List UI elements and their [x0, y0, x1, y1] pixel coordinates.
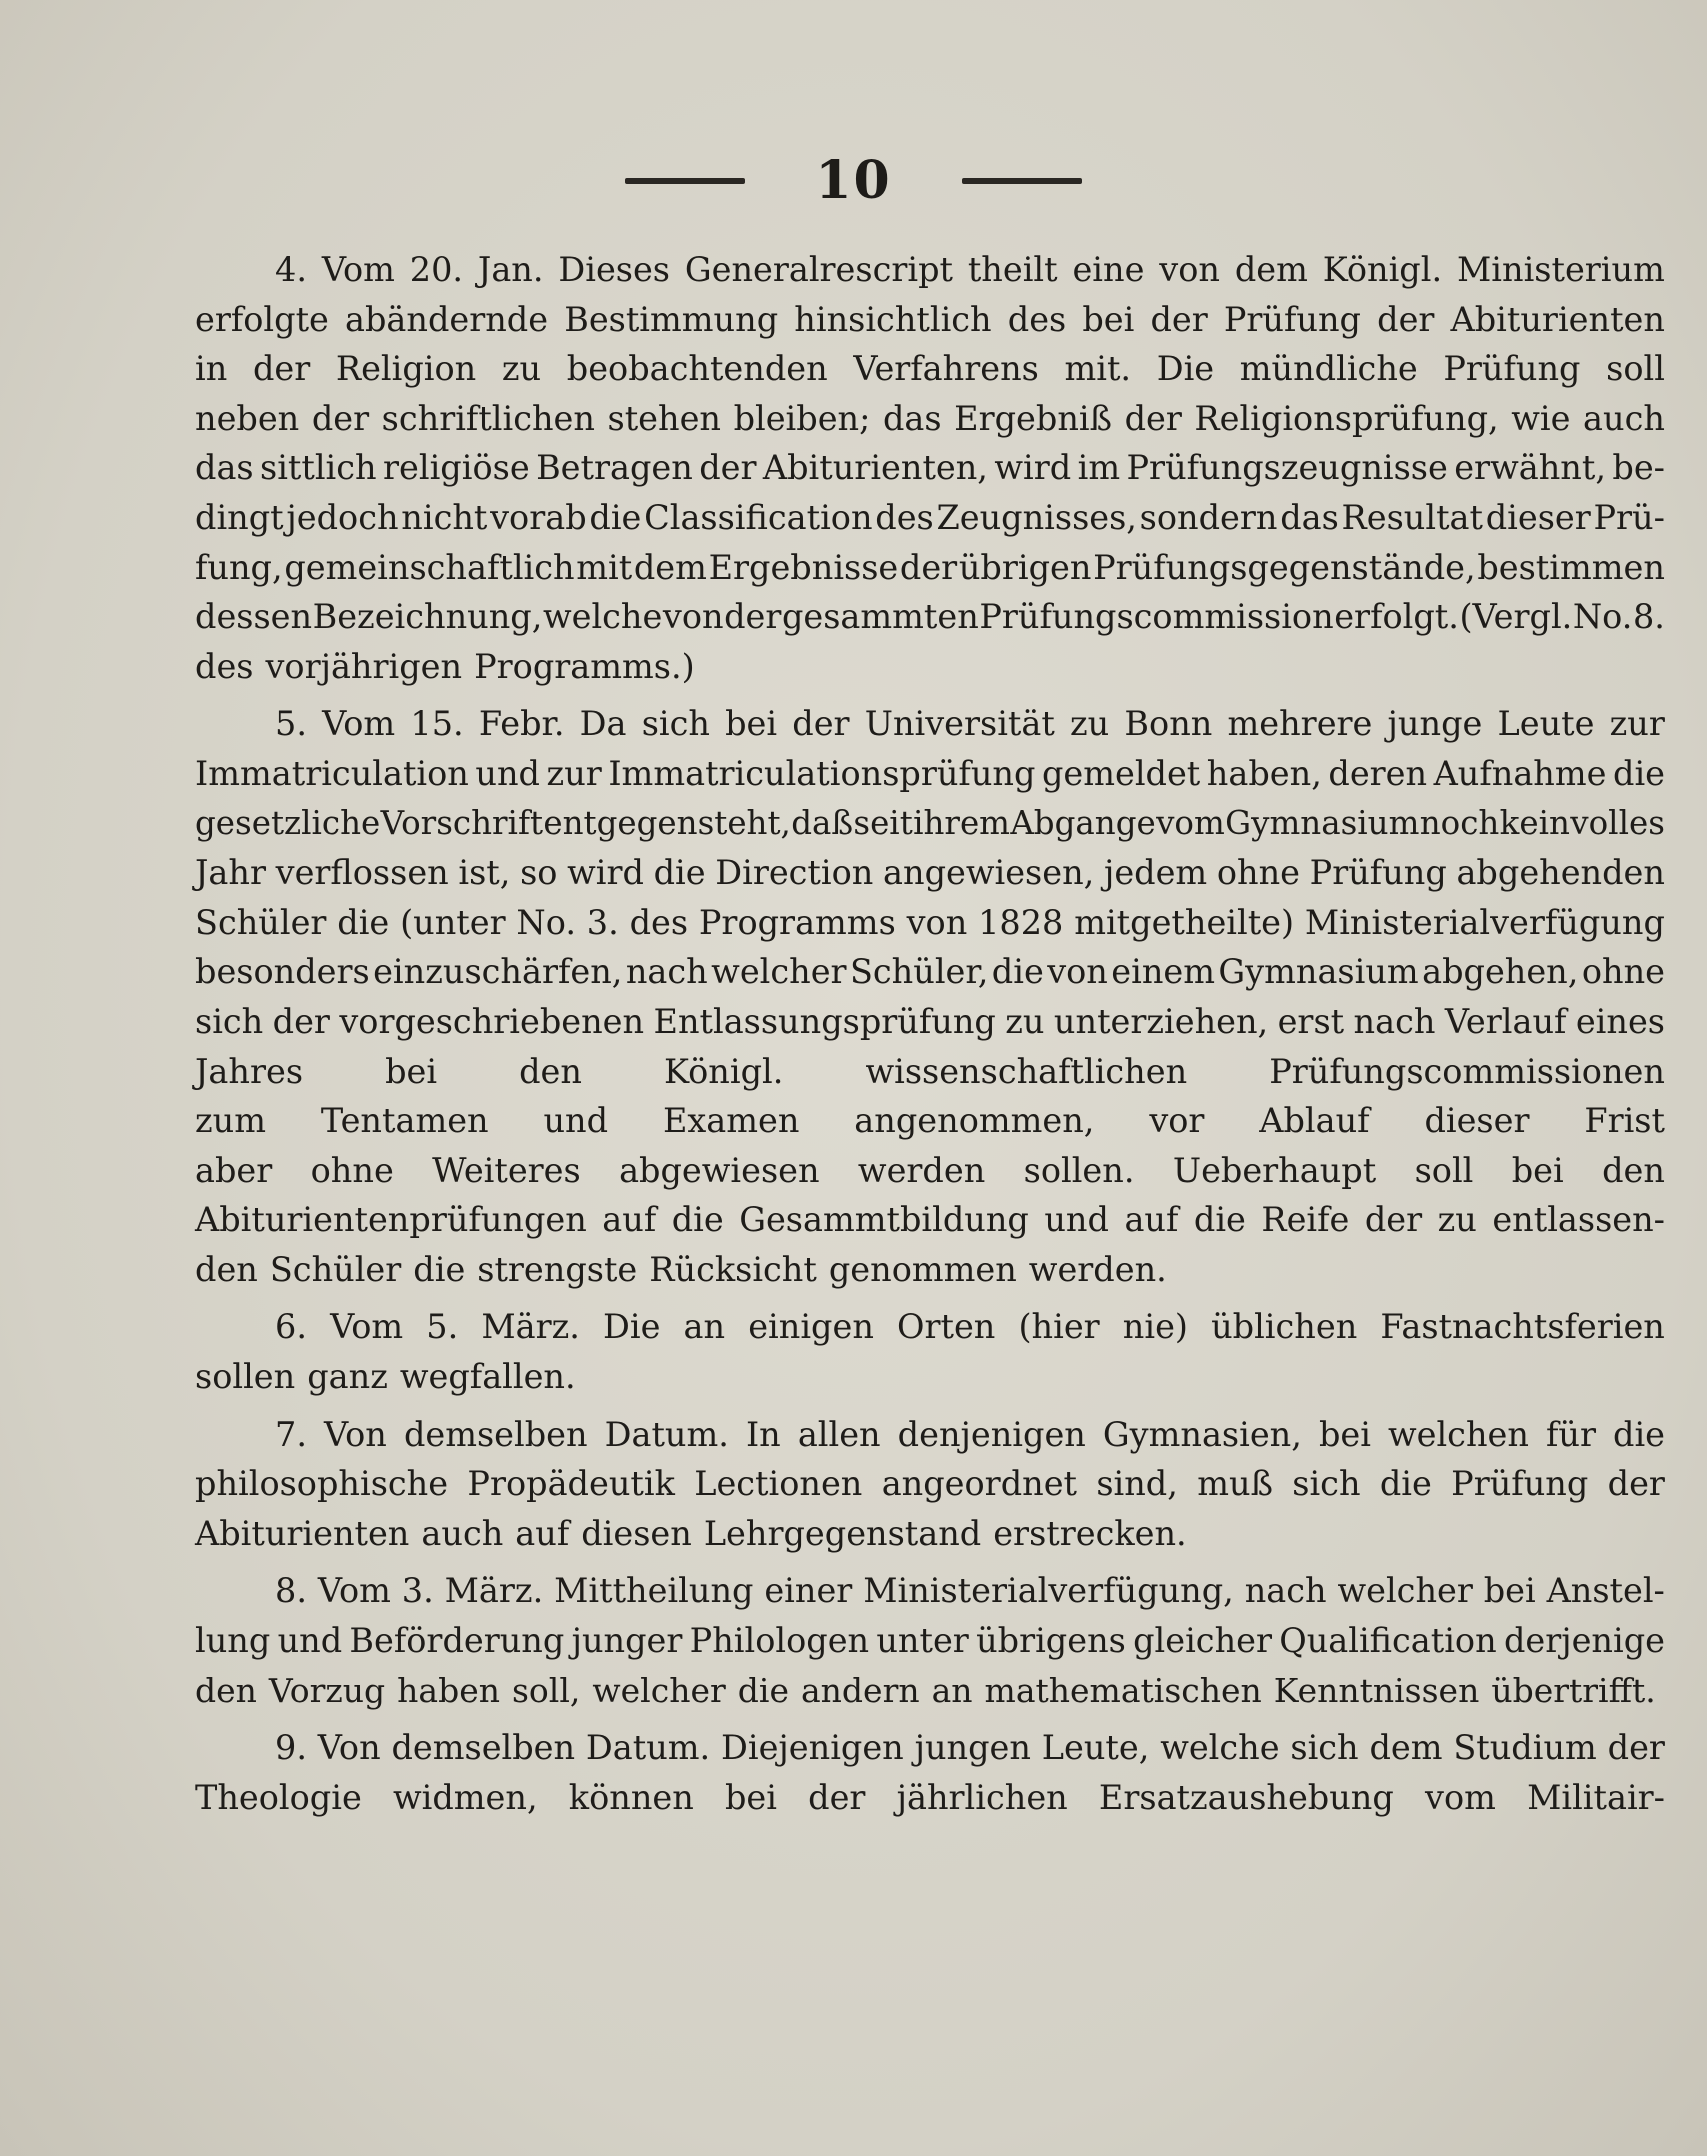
paragraph [195, 1410, 1665, 1559]
text-line: sollen ganz wegfallen. [195, 1357, 576, 1397]
text-line: Abiturientenprüfungen auf die Gesammtbildung und auf die Reife der zu entlassen- [195, 1200, 1665, 1240]
text-line: den Vorzug haben soll, welcher die andern an mathematischen Kenntnissen übertrifft. [195, 1670, 1656, 1710]
paragraph [195, 1566, 1665, 1715]
page-number: 10 [815, 150, 892, 211]
text-line: Jahres bei den Königl. wissenschaftlichen Prüfungscommissionen [195, 1051, 1665, 1091]
text-line: 8. Vom 3. März. Mittheilung einer Ministerialverfügung, nach welcher bei Anstel- [275, 1571, 1665, 1611]
text-line: neben der schriftlichen stehen bleiben; das Ergebniß der Religionsprüfung, wie auch [195, 398, 1665, 438]
text-line: in der Religion zu beobachtenden Verfahrens mit. Die mündliche Prüfung soll [195, 349, 1665, 389]
text-line: 9. Von demselben Datum. Diejenigen jungen Leute, welche sich dem Studium der [275, 1728, 1665, 1768]
text-line: zum Tentamen und Examen angenommen, vor Ablauf dieser Frist [195, 1101, 1665, 1141]
text-line: fung, gemeinschaftlich mit dem Ergebnisse der übrigen Prüfungsgegenstände, bestimmen [195, 547, 1665, 587]
text-line: Theologie widmen, können bei der jährlichen Ersatzaushebung vom Militair- [195, 1777, 1665, 1817]
text-line: 5. Vom 15. Febr. Da sich bei der Universität zu Bonn mehrere junge Leute zur [275, 704, 1665, 744]
text-line: des vorjährigen Programms.) [195, 646, 695, 686]
text-line: dessen Bezeichnung, welche von der gesammten Prüfungscommission erfolgt. (Vergl. No. 8. [195, 597, 1665, 637]
text-line: Abiturienten auch auf diesen Lehrgegenstand erstrecken. [195, 1513, 1187, 1553]
text-line: das sittlich religiöse Betragen der Abiturienten, wird im Prüfungszeugnisse erwähnt, be- [195, 448, 1665, 488]
body-text [195, 245, 1665, 1830]
text-line: philosophische Propädeutik Lectionen angeordnet sind, muß sich die Prüfung der [195, 1464, 1665, 1504]
text-line: 6. Vom 5. März. Die an einigen Orten (hier nie) üblichen Fastnachtsferien [275, 1307, 1665, 1347]
paragraph [195, 1302, 1665, 1401]
text-line: aber ohne Weiteres abgewiesen werden sollen. Ueberhaupt soll bei den [195, 1150, 1665, 1190]
text-line: Schüler die (unter No. 3. des Programms von 1828 mitgetheilte) Ministerialverfügung [195, 902, 1665, 942]
text-line: 7. Von demselben Datum. In allen denjenigen Gymnasien, bei welchen für die [275, 1414, 1665, 1454]
text-line: Immatriculation und zur Immatriculationsprüfung gemeldet haben, deren Aufnahme die [195, 753, 1665, 793]
text-line: 4. Vom 20. Jan. Dieses Generalrescript theilt eine von dem Königl. Ministerium [275, 250, 1665, 289]
paragraph [195, 699, 1665, 1294]
paragraph [195, 245, 1665, 691]
text-line: lung und Beförderung junger Philologen unter übrigens gleicher Qualification derjenige [195, 1621, 1665, 1661]
header-rule-left [625, 178, 745, 184]
text-line: den Schüler die strengste Rücksicht genommen werden. [195, 1249, 1167, 1289]
text-line: dingt jedoch nicht vorab die Classification des Zeugnisses, sondern das Resultat dieser Prü- [195, 497, 1665, 537]
text-line: Jahr verflossen ist, so wird die Direction angewiesen, jedem ohne Prüfung abgehenden [195, 853, 1665, 893]
paragraph [195, 1723, 1665, 1822]
text-line: erfolgte abändernde Bestimmung hinsichtlich des bei der Prüfung der Abiturienten [195, 299, 1665, 339]
text-line: besonders einzuschärfen, nach welcher Schüler, die von einem Gymnasium abgehen, ohne [195, 952, 1665, 992]
text-line: sich der vorgeschriebenen Entlassungsprüfung zu unterziehen, erst nach Verlauf eines [195, 1001, 1665, 1041]
page-header [0, 150, 1707, 211]
header-rule-right [962, 178, 1082, 184]
text-line: gesetzliche Vorschrift entgegensteht, daß seit ihrem Abgange vom Gymnasium noch kein volles [195, 803, 1665, 842]
